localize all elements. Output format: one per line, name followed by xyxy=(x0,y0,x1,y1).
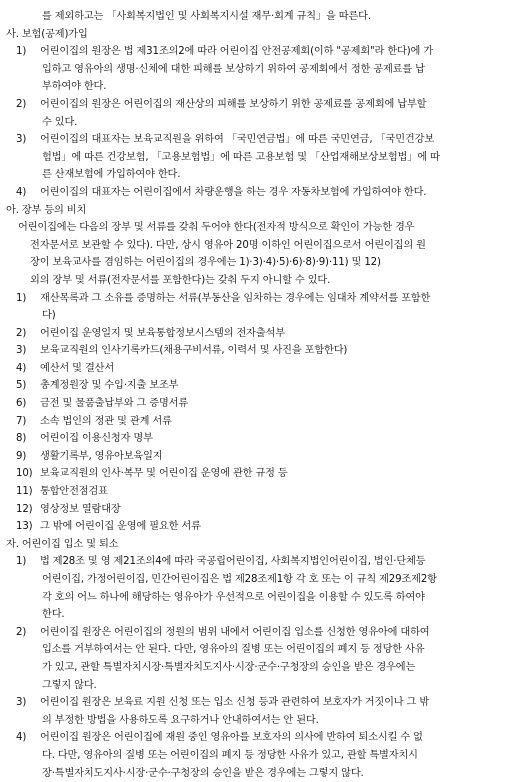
item-number: 4) xyxy=(16,362,27,374)
text-line xyxy=(6,272,518,290)
text-line xyxy=(6,483,518,501)
line-text: 예산서 및 결산서 xyxy=(40,362,115,374)
line-text: 재산목록과 그 소유를 증명하는 서류(부동산을 임차하는 경우에는 임대차 계약서를 포함한 xyxy=(40,292,431,304)
text-line xyxy=(6,729,518,747)
text-line xyxy=(6,624,518,642)
line-text: 자. 어린이집 입소 및 퇴소 xyxy=(6,538,119,550)
line-text: 어린이집 원장은 어린이집의 정원의 범위 내에서 어린이집 입소를 신청한 영유아에 대하여 xyxy=(40,626,430,638)
item-number: 3) xyxy=(16,697,27,709)
item-number: 3) xyxy=(16,134,27,146)
line-text: 그 밖에 어린이집 운영에 필요한 서류 xyxy=(40,521,201,533)
line-text: 아. 장부 등의 비치 xyxy=(6,204,87,216)
text-line xyxy=(6,606,518,624)
text-line xyxy=(6,78,518,96)
text-line xyxy=(6,237,518,255)
text-line xyxy=(6,747,518,765)
text-line xyxy=(6,694,518,712)
text-line xyxy=(6,166,518,184)
line-text: 각 호의 어느 하나에 해당하는 영유아가 우선적으로 어린이집을 이용할 수 있도록 하여야 xyxy=(42,591,425,603)
text-line xyxy=(6,501,518,519)
item-number: 12) xyxy=(16,503,33,515)
text-line xyxy=(6,325,518,343)
line-text: 어린이집 이용신청자 명부 xyxy=(40,433,153,445)
line-text: 어린이집의 원장은 어린이집의 재산상의 피해를 보상하기 위한 공제료를 공제회에 납부할 xyxy=(40,98,427,110)
item-number: 4) xyxy=(16,732,27,744)
text-line xyxy=(6,219,518,237)
line-text: 어린이집의 대표자는 어린이집에서 차량운행을 하는 경우 자동차보험에 가입하여야 한다. xyxy=(40,186,427,198)
text-line xyxy=(6,114,518,132)
text-line xyxy=(6,641,518,659)
line-text: 장·특별자치도지사·시장·군수·구청장의 승인을 받은 경우에는 그렇지 않다. xyxy=(42,767,364,779)
text-line xyxy=(6,8,518,26)
text-line xyxy=(6,61,518,79)
line-text: 입하고 영유아의 생명·신체에 대한 피해를 보상하기 위하여 공제회에서 정한 공제료를 납 xyxy=(42,63,425,75)
line-text: 다. 다만, 영유아의 질병 또는 어린이집의 폐지 등 정당한 사유가 있고, 관할 특별자치시 xyxy=(42,749,418,761)
item-number: 4) xyxy=(16,186,27,198)
text-line xyxy=(6,448,518,466)
text-line xyxy=(6,360,518,378)
text-line xyxy=(6,131,518,149)
item-number: 2) xyxy=(16,626,27,638)
item-number: 1) xyxy=(16,292,27,304)
line-text: 어린이집에는 다음의 장부 및 서류를 갖춰 두어야 한다(전자적 방식으로 확인이 가능한 경우 xyxy=(18,222,415,234)
item-number: 2) xyxy=(16,327,27,339)
text-line xyxy=(6,553,518,571)
text-line xyxy=(6,430,518,448)
line-text: 그렇지 않다. xyxy=(42,679,97,691)
line-text: 보육교직원의 인사·복무 및 어린이집 운영에 관한 규정 등 xyxy=(40,468,288,480)
text-line xyxy=(6,342,518,360)
line-text: 어린이집 운영일지 및 보육통합정보시스템의 전자출석부 xyxy=(40,327,285,339)
line-text: 외의 장부 및 서류(전자문서를 포함한다)는 갖춰 두지 아니할 수 있다. xyxy=(30,274,331,286)
item-number: 1) xyxy=(16,46,27,58)
text-line xyxy=(6,677,518,695)
line-text: 생활기록부, 영유아보육일지 xyxy=(40,450,163,462)
line-text: 총계정원장 및 수입·지출 보조부 xyxy=(40,380,179,392)
item-number: 3) xyxy=(16,345,27,357)
line-text: 입소를 거부하여서는 안 된다. 다만, 영유아의 질병 또는 어린이집의 폐지 등 정당한 사유 xyxy=(42,644,425,656)
text-line xyxy=(6,96,518,114)
text-line xyxy=(6,377,518,395)
text-line xyxy=(6,290,518,308)
text-line xyxy=(6,571,518,589)
section-heading xyxy=(6,202,518,220)
text-line xyxy=(6,589,518,607)
line-text: 영상정보 열람대장 xyxy=(40,503,121,515)
item-number: 8) xyxy=(16,433,27,445)
line-text: 한다. xyxy=(42,609,65,621)
line-text: 어린이집의 원장은 법 제31조의2에 따라 어린이집 안전공제회(이하 "공제회"라 한다)에 가 xyxy=(40,46,434,58)
line-text: 전자문서로 보관할 수 있다). 다만, 상시 영유아 20명 이하인 어린이집으로서 어린이집의 원 xyxy=(30,239,426,251)
item-number: 1) xyxy=(16,556,27,568)
line-text: 어린이집, 가정어린이집, 민간어린이집은 법 제28조제1항 각 호 또는 이 규칙 제29조제2항 xyxy=(42,574,437,585)
line-text: 가 있고, 관할 특별자치시장·특별자치도지사·시장·군수·구청장의 승인을 받은 경우에는 xyxy=(42,661,416,673)
item-number: 6) xyxy=(16,398,27,410)
text-line xyxy=(6,659,518,677)
text-line xyxy=(6,765,518,782)
line-text: 의 부정한 방법을 사용하도록 요구하거나 안내하여서는 안 된다. xyxy=(42,714,319,726)
line-text: 어린이집 원장은 어린이집에 재원 중인 영유아를 보호자의 의사에 반하여 퇴소시킬 수 없 xyxy=(40,732,423,744)
text-line xyxy=(6,254,518,272)
text-line xyxy=(6,518,518,536)
line-text: 다) xyxy=(42,310,56,322)
text-line xyxy=(6,149,518,167)
line-text: 부하여야 한다. xyxy=(42,81,107,93)
line-text: 소속 법인의 정관 및 관계 서류 xyxy=(40,415,172,427)
item-number: 2) xyxy=(16,98,27,110)
item-number: 10) xyxy=(16,468,33,480)
line-text: 수 있다. xyxy=(42,116,78,128)
line-text: 보육교직원의 인사기록카드(채용구비서류, 이력서 및 사진을 포함한다) xyxy=(40,345,348,357)
text-line xyxy=(6,184,518,202)
item-number: 5) xyxy=(16,380,27,392)
line-text: 를 제외하고는 「사회복지법인 및 사회복지시설 재무·회계 규칙」을 따른다. xyxy=(42,11,371,22)
line-text: 법 제28조 및 영 제21조의4에 따라 국공립어린이집, 사회복지법인어린이집, 법인·단체등 xyxy=(40,556,426,568)
line-text: 통합안전점검표 xyxy=(40,486,108,498)
line-text: 장이 보육교사를 겸임하는 어린이집의 경우에는 1)·3)·4)·5)·6)·8)·9)·11) 및 12) xyxy=(30,257,381,269)
text-line xyxy=(6,307,518,325)
line-text: 른 산재보험에 가입하여야 한다. xyxy=(42,169,181,181)
line-text: 금전 및 물품출납부와 그 증명서류 xyxy=(40,398,189,410)
text-line xyxy=(6,395,518,413)
text-line xyxy=(6,43,518,61)
text-line xyxy=(6,413,518,431)
line-text: 사. 보험(공제)가입 xyxy=(6,28,88,40)
text-line xyxy=(6,712,518,730)
item-number: 9) xyxy=(16,450,27,462)
text-line xyxy=(6,465,518,483)
item-number: 7) xyxy=(16,415,27,427)
line-text: 어린이집의 대표자는 보육교직원을 위하여 「국민연금법」에 따른 국민연금, 「국민건강보 xyxy=(40,134,435,146)
item-number: 11) xyxy=(16,486,33,498)
item-number: 13) xyxy=(16,521,33,533)
section-heading xyxy=(6,26,518,44)
line-text: 어린이집 원장은 보육료 지원 신청 또는 입소 신청 등과 관련하여 보호자가 거짓이나 그 밖 xyxy=(40,697,430,709)
section-heading xyxy=(6,536,518,554)
line-text: 험법」에 따른 건강보험, 「고용보험법」에 따른 고용보험 및 「산업재해보상보험법」에 따 xyxy=(42,151,440,163)
